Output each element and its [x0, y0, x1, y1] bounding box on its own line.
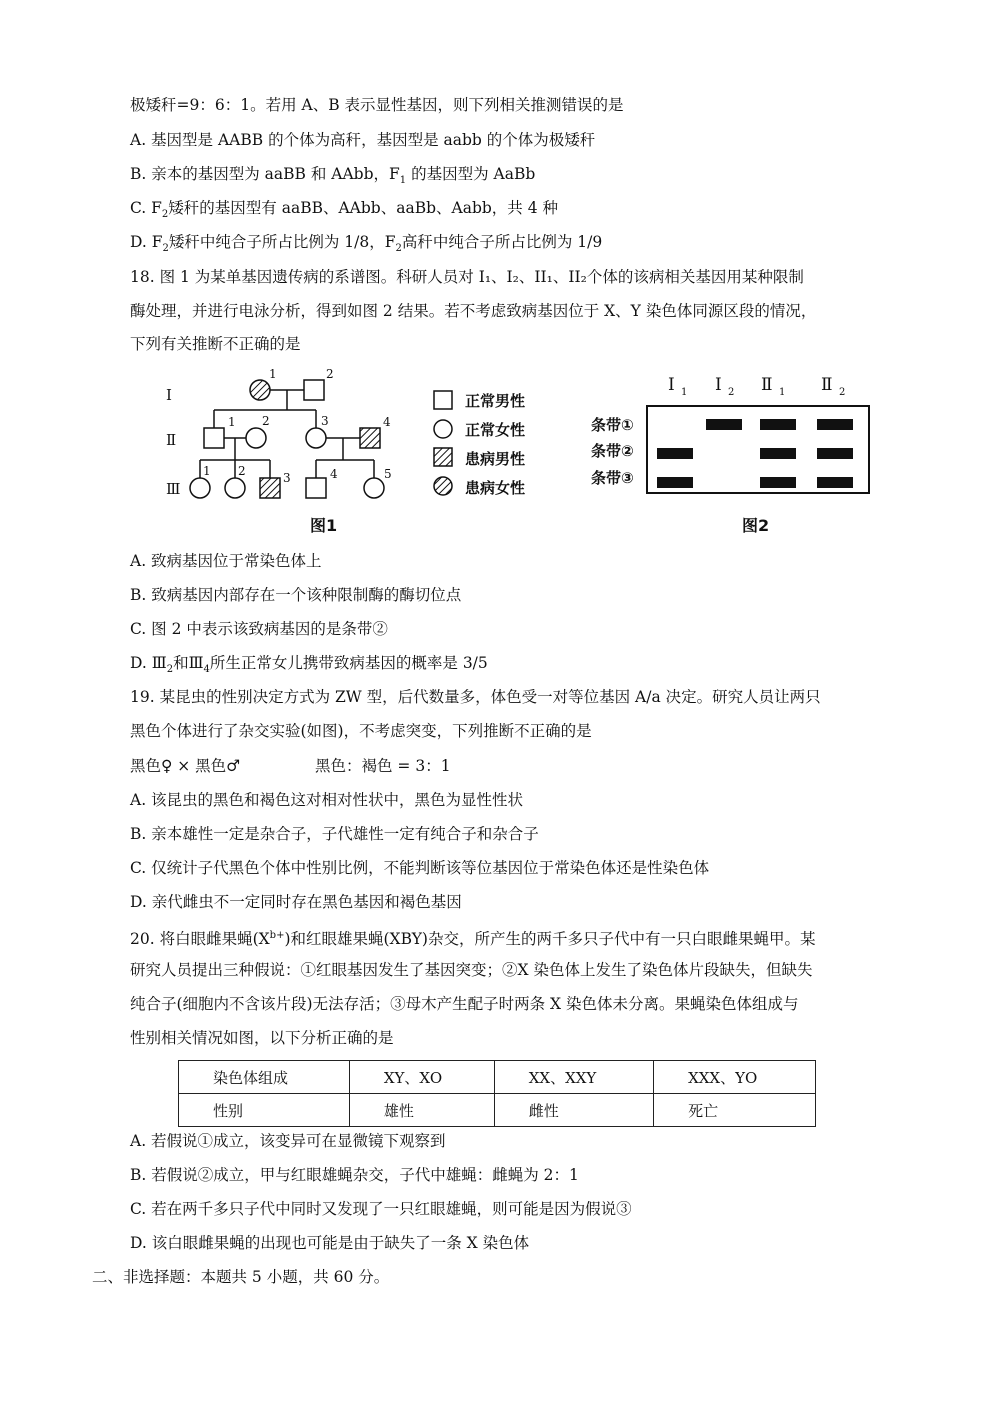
q20-stem-line3: 纯合子(细胞内不含该片段)无法存活；③母木产生配子时两条 X 染色体未分离。果蝇染色体组成与: [130, 995, 799, 1013]
svg-text:1: 1: [681, 387, 688, 398]
svg-text:2: 2: [839, 387, 846, 398]
q20-stem-line4: 性别相关情况如图，以下分析正确的是: [130, 1029, 394, 1047]
band-II2-1: [817, 419, 853, 430]
legend-affected-male: 患病男性: [465, 450, 526, 468]
legend-normal-male: 正常男性: [465, 392, 526, 410]
q17-option-b: B. 亲本的基因型为 aaBB 和 AAbb，$F_1$ 的基因型为 AaBb: [130, 165, 536, 187]
svg-text:2: 2: [728, 387, 735, 398]
svg-text:1: 1: [203, 464, 211, 478]
pedigree-I1-affected-female: [250, 380, 270, 400]
q20-option-a: A. 若假说①成立，该变异可在显微镜下观察到: [130, 1132, 446, 1150]
pedigree-I2-normal-male: [304, 380, 324, 400]
legend-normal-female: 正常女性: [465, 421, 526, 439]
table-cell: 性别: [179, 1094, 350, 1127]
q18-option-c: C. 图 2 中表示该致病基因的是条带②: [130, 620, 388, 638]
q20-option-d: D. 该白眼雌果蝇的出现也可能是由于缺失了一条 X 染色体: [130, 1234, 530, 1252]
table-cell: XY、XO: [349, 1061, 494, 1094]
lane-header-I1: Ⅰ: [668, 375, 675, 395]
band-label-1: 条带①: [591, 416, 634, 434]
q19-option-d: D. 亲代雌虫不一定同时存在黑色基因和褐色基因: [130, 893, 462, 911]
q20-option-c: C. 若在两千多只子代中同时又发现了一只红眼雄蝇，则可能是因为假说③: [130, 1200, 632, 1218]
figure2-caption: 图2: [742, 516, 770, 535]
q18-stem-line2: 酶处理，并进行电泳分析，得到如图 2 结果。若不考虑致病基因位于 X、Y 染色体同源区段的情况，: [130, 302, 817, 320]
svg-text:4: 4: [383, 415, 391, 429]
lane-header-II2: Ⅱ: [821, 375, 833, 395]
svg-text:5: 5: [384, 467, 392, 481]
pedigree-III3-affected-male: [260, 478, 280, 498]
q19-option-c: C. 仅统计子代黑色个体中性别比例，不能判断该等位基因位于常染色体还是性染色体: [130, 859, 710, 877]
svg-text:1: 1: [779, 387, 786, 398]
q19-stem-line1: 19. 某昆虫的性别决定方式为 ZW 型，后代数量多，体色受一对等位基因 A/a 决定。研究人员让两只: [130, 688, 821, 706]
legend-affected-female: 患病女性: [465, 479, 526, 497]
pedigree-III1-normal-female: [190, 478, 210, 498]
pedigree-II1-normal-male: [204, 428, 224, 448]
q17-option-d: D. $F_2$矮秆中纯合子所占比例为 1/8，$F_2$高秆中纯合子所占比例为 1/9: [130, 233, 603, 255]
table-row: [179, 1094, 816, 1127]
lane-header-II1: Ⅱ: [761, 375, 773, 395]
band-II1-3: [760, 477, 796, 488]
band-II1-2: [760, 448, 796, 459]
q20-option-b: B. 若假说②成立，甲与红眼雄蝇杂交，子代中雄蝇：雌蝇为 2：1: [130, 1166, 579, 1184]
svg-text:1: 1: [228, 415, 236, 429]
q17-option-a: A. 基因型是 AABB 的个体为高秆，基因型是 aabb 的个体为极矮秆: [130, 131, 596, 149]
table-cell: XX、XXY: [494, 1061, 653, 1094]
pedigree-II3-normal-female: [306, 428, 326, 448]
svg-text:3: 3: [283, 471, 291, 485]
gen-label-1: Ⅰ: [166, 386, 172, 404]
q18-option-a: A. 致病基因位于常染色体上: [130, 552, 322, 570]
table-cell: 染色体组成: [179, 1061, 350, 1094]
svg-text:4: 4: [330, 467, 338, 481]
pedigree-III2-normal-female: [225, 478, 245, 498]
q17-stem-cont: 极矮秆=9：6：1。若用 A、B 表示显性基因，则下列相关推测错误的是: [130, 96, 624, 114]
q18-option-d: D. $Ⅲ_2$和$Ⅲ_4$所生正常女儿携带致病基因的概率是 3/5: [130, 654, 488, 676]
band-I1-2: [657, 448, 693, 459]
gen-label-3: Ⅲ: [166, 480, 181, 498]
figure1-caption: 图1: [310, 516, 338, 535]
svg-text:2: 2: [262, 414, 270, 428]
q17-option-c: C. $F_2$矮秆的基因型有 aaBB、AAbb、aaBb、Aabb，共 4 种: [130, 199, 559, 221]
table-cell: 雌性: [494, 1094, 653, 1127]
pedigree-II2-normal-female: [246, 428, 266, 448]
band-label-3: 条带③: [591, 469, 634, 487]
q20-stem-line2: 研究人员提出三种假说：①红眼基因发生了基因突变；②X 染色体上发生了染色体片段缺失，但缺失: [130, 961, 813, 979]
q19-cross-ratio: 黑色：褐色 = 3：1: [315, 757, 451, 775]
section-2-heading: 二、非选择题：本题共 5 小题，共 60 分。: [92, 1268, 390, 1286]
q19-stem-line2: 黑色个体进行了杂交实验(如图)，不考虑突变，下列推断不正确的是: [130, 722, 592, 740]
q18-stem-line3: 下列有关推断不正确的是: [130, 335, 301, 353]
lane-header-I2: Ⅰ: [715, 375, 722, 395]
svg-text:1: 1: [269, 367, 277, 381]
legend-normal-male-symbol: [434, 391, 452, 409]
q19-option-a: A. 该昆虫的黑色和褐色这对相对性状中，黑色为显性性状: [130, 791, 524, 809]
band-II1-1: [760, 419, 796, 430]
legend-affected-male-symbol: [434, 448, 452, 466]
legend-normal-female-symbol: [434, 420, 452, 438]
pedigree-III5-normal-female: [364, 478, 384, 498]
svg-text:2: 2: [238, 464, 246, 478]
band-II2-2: [817, 448, 853, 459]
chromosome-sex-table: [178, 1060, 816, 1127]
q18-option-b: B. 致病基因内部存在一个该种限制酶的酶切位点: [130, 586, 462, 604]
table-cell: 雄性: [349, 1094, 494, 1127]
band-II2-3: [817, 477, 853, 488]
pedigree-III4-normal-male: [306, 478, 326, 498]
gen-label-2: Ⅱ: [166, 431, 177, 449]
table-cell: XXX、YO: [654, 1061, 816, 1094]
svg-text:3: 3: [321, 414, 329, 428]
svg-text:2: 2: [326, 367, 334, 381]
band-I1-3: [657, 477, 693, 488]
legend-affected-female-symbol: [434, 477, 452, 495]
q19-cross-parents: 黑色♀ × 黑色♂: [130, 757, 241, 775]
pedigree-II4-affected-male: [360, 428, 380, 448]
band-I2-1: [706, 419, 742, 430]
electrophoresis-figure: [585, 368, 875, 540]
band-label-2: 条带②: [591, 442, 634, 460]
q20-stem-line1: 20. 将白眼雌果蝇$(X^{b+})$和红眼雄果蝇(XBY)杂交，所产生的两千多只子代中有一只白眼雌果蝇甲。某: [130, 930, 816, 949]
table-cell: 死亡: [654, 1094, 816, 1127]
q18-stem-line1: 18. 图 1 为某单基因遗传病的系谱图。科研人员对 I₁、I₂、II₁、II₂个体的该病相关基因用某种限制: [130, 268, 804, 286]
table-row: [179, 1061, 816, 1094]
q19-option-b: B. 亲本雄性一定是杂合子，子代雄性一定有纯合子和杂合子: [130, 825, 539, 843]
pedigree-figure: [150, 365, 550, 540]
